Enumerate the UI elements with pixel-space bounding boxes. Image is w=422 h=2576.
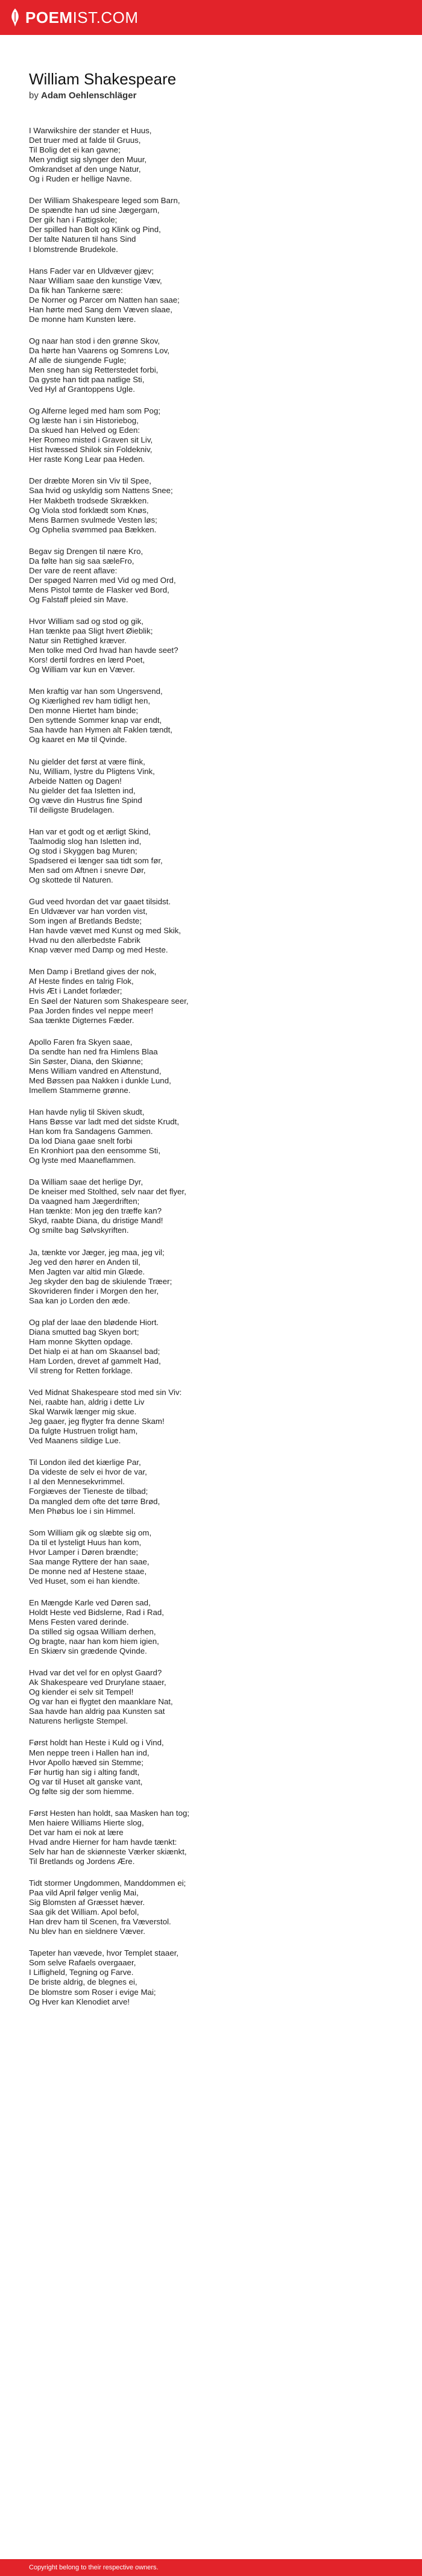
poem-body — [29, 126, 393, 2007]
poem-line: Ja, tænkte vor Jæger, jeg maa, jeg vil; — [29, 1247, 165, 1257]
poem-line: Og Ophelia svømmed paa Bækken. — [29, 524, 157, 534]
poem-line: Jeg ved den hører en Anden til, — [29, 1257, 140, 1267]
poem-line: Saa mange Ryttere der han saae, — [29, 1557, 150, 1566]
poem-line: Her raste Kong Lear paa Heden. — [29, 455, 145, 464]
poem-stanza — [29, 126, 393, 184]
poem-line: Ved Huset, som ei han kiendte. — [29, 1576, 140, 1586]
poem-line: Og Alferne leged med ham som Pog; — [29, 406, 161, 416]
poem-line: Og lyste med Maaneflammen. — [29, 1156, 136, 1165]
poem-line: Da William saae det herlige Dyr, — [29, 1177, 143, 1187]
poem-stanza — [29, 406, 393, 464]
poem-line: Der dræbte Moren sin Viv til Spee, — [29, 476, 151, 486]
poem-line: Men sneg han sig Retterstedet forbi, — [29, 365, 159, 374]
poem-line: Holdt Heste ved Bidslerne, Rad i Rad, — [29, 1607, 164, 1617]
poem-stanza — [29, 827, 393, 885]
poem-line: Natur sin Rettighed kræver. — [29, 636, 127, 646]
poem-stanza — [29, 336, 393, 394]
poem-line: I blomstrende Brudekole. — [29, 244, 118, 254]
poem-line: Han kom fra Sandagens Gammen. — [29, 1127, 153, 1136]
poem-stanza — [29, 617, 393, 675]
poem-line: De kneiser med Stolthed, selv naar det flyer, — [29, 1187, 186, 1197]
poem-line: Og følte sig der som hiemme. — [29, 1786, 134, 1796]
poem-line: Selv har han de skiønneste Værker skiænkt, — [29, 1847, 187, 1856]
poem-title: William Shakespeare — [29, 70, 177, 88]
poem-line: Saa havde han aldrig paa Kunsten sat — [29, 1707, 165, 1716]
poem-line: Mens Pistol tømte de Flasker ved Bord, — [29, 585, 169, 594]
poem-line: Han drev ham til Scenen, fra Væverstol. — [29, 1917, 171, 1927]
site-header — [0, 0, 422, 35]
poem-stanza — [29, 757, 393, 815]
poem-stanza — [29, 1809, 393, 1866]
poem-line: Saa gik det William. Apol befol, — [29, 1907, 139, 1917]
poem-stanza — [29, 967, 393, 1025]
poem-line: Og skottede til Naturen. — [29, 875, 113, 885]
site-logo-text: POEMIST.COM — [25, 8, 139, 27]
byline-prefix: by — [29, 90, 39, 101]
poem-line: Med Bøssen paa Nakken i dunkle Lund, — [29, 1075, 171, 1085]
poem-line: Forgiæves der Tieneste de tilbad; — [29, 1487, 148, 1496]
poem-stanza — [29, 1528, 393, 1586]
poem-line: Ham Lorden, drevet af gammelt Had, — [29, 1356, 161, 1365]
poem-line: Begav sig Drengen til nære Kro, — [29, 546, 143, 556]
poem-line: Den syttende Sommer knap var endt, — [29, 716, 162, 725]
poem-line: Da vaagned ham Jægerdriften; — [29, 1197, 140, 1206]
poem-line: Men Phøbus loe i sin Himmel. — [29, 1506, 136, 1516]
poem-line: Da gyste han tidt paa natlige Sti, — [29, 375, 145, 385]
poem-line: Han hørte med Sang dem Væven slaae, — [29, 304, 172, 314]
poem-content — [0, 35, 422, 2007]
poem-line: Der William Shakespeare leged som Barn, — [29, 196, 180, 206]
poem-line: Og væve din Hustrus fine Spind — [29, 795, 142, 805]
poem-line: Men haiere Williams Hierte slog, — [29, 1818, 144, 1827]
poem-line: Der gik han i Fattigskole; — [29, 215, 118, 225]
poem-line: Der vare de reent aflave: — [29, 565, 118, 575]
poem-line: Men Damp i Bretland gives der nok, — [29, 967, 157, 977]
poem-line: Hvad andre Hierner for ham havde tænkt: — [29, 1837, 177, 1847]
poem-line: Da lod Diana gaae snelt forbi — [29, 1136, 133, 1146]
poem-line: Men kraftig var han som Ungersvend, — [29, 687, 163, 696]
site-footer — [0, 2559, 422, 2576]
poem-line: Imellem Stammerne grønne. — [29, 1085, 131, 1095]
poem-line: Da stilled sig ogsaa William derhen, — [29, 1627, 156, 1637]
poem-line: Omkrandset af den unge Natur, — [29, 165, 141, 174]
poem-stanza — [29, 1388, 393, 1446]
poem-line: De blomstre som Roser i evige Mai; — [29, 1987, 156, 1997]
poem-line: Saa kan jo Lorden den æde. — [29, 1296, 130, 1305]
poem-line: Som ingen af Bretlands Bedste; — [29, 916, 142, 926]
poem-line: En Uldvæver var han vorden vist, — [29, 907, 148, 916]
poem-line: Hvor Lamper i Døren brændte; — [29, 1547, 139, 1557]
poem-line: Da mangled dem ofte det tørre Brød, — [29, 1496, 160, 1506]
poem-line: Og William var kun en Væver. — [29, 665, 135, 675]
poem-line: Og Falstaff pleied sin Mave. — [29, 594, 128, 604]
poem-stanza — [29, 1248, 393, 1306]
poem-line: Skal Warwik længer mig skue. — [29, 1407, 137, 1417]
poem-line: Spadsered ei længer saa tidt som før, — [29, 855, 163, 865]
poem-line: I Lifligheld, Tegning og Farve. — [29, 1968, 134, 1977]
poem-line: Hans Bøsse var ladt med det sidste Krudt, — [29, 1116, 180, 1126]
poem-line: Jeg skyder den bag de skiulende Træer; — [29, 1276, 172, 1286]
site-logo[interactable] — [10, 8, 139, 27]
poem-line: Og Viola stod forklædt som Knøs, — [29, 505, 149, 515]
poem-line: Taalmodig slog han Isletten ind, — [29, 836, 142, 846]
poem-line: Og stod i Skyggen bag Muren; — [29, 846, 137, 855]
poem-byline — [29, 90, 393, 102]
poem-line: Da følte han sig saa sæleFro, — [29, 556, 134, 565]
poem-line: Men sad om Aftnen i snevre Dør, — [29, 866, 146, 875]
poem-line: Han var et godt og et ærligt Skind, — [29, 827, 151, 836]
poem-stanza — [29, 1738, 393, 1796]
poem-line: Som William gik og slæbte sig om, — [29, 1528, 152, 1537]
poem-stanza — [29, 1948, 393, 2006]
poem-line: Skyd, raabte Diana, du dristige Mand! — [29, 1216, 163, 1226]
poem-line: Apollo Faren fra Skyen saae, — [29, 1037, 133, 1047]
poem-line: Tapeter han vævede, hvor Templet staaer, — [29, 1948, 179, 1958]
poem-stanza — [29, 1107, 393, 1165]
poem-line: Først Hesten han holdt, saa Masken han tog; — [29, 1808, 190, 1818]
poem-line: Hvor Apollo hæved sin Stemme; — [29, 1757, 143, 1767]
poem-stanza — [29, 547, 393, 605]
poem-author-link[interactable]: Adam Oehlenschläger — [41, 90, 137, 101]
poem-stanza — [29, 1878, 393, 1936]
poem-line: Ved Midnat Shakespeare stod med sin Viv: — [29, 1388, 182, 1397]
poem-line: Saa hvid og uskyldig som Nattens Snee; — [29, 486, 173, 496]
poem-line: Arbeide Natten og Dagen! — [29, 776, 122, 786]
poem-line: Der spøged Narren med Vid og med Ord, — [29, 575, 176, 585]
poem-line: Og bragte, naar han kom hiem igien, — [29, 1637, 159, 1646]
poem-line: Der spilled han Bolt og Klink og Pind, — [29, 225, 161, 235]
poem-line: Som selve Rafaels overgaaer, — [29, 1958, 136, 1968]
poem-line: Da hørte han Vaarens og Somrens Lov, — [29, 345, 170, 355]
poem-line: Skovrideren finder i Morgen den her, — [29, 1286, 159, 1296]
poem-line: Hvad nu den allerbedste Fabrik — [29, 936, 140, 945]
poem-line: Da videste de selv ei hvor de var, — [29, 1467, 147, 1477]
poem-line: Hist hvæssed Shilok sin Foldekniv, — [29, 445, 153, 455]
poem-line: Først holdt han Heste i Kuld og i Vind, — [29, 1738, 164, 1748]
poem-line: Han tænkte: Mon jeg den træffe kan? — [29, 1206, 162, 1216]
poem-line: En Skiærv sin grædende Qvinde. — [29, 1646, 147, 1656]
footer-copyright: Copyright belong to their respective owners. — [29, 2564, 159, 2571]
poem-line: Og kaaret en Mø til Qvinde. — [29, 735, 127, 745]
poem-line: Da fulgte Hustruen troligt ham, — [29, 1426, 138, 1436]
poem-line: Han havde vævet med Kunst og med Skik, — [29, 926, 181, 936]
poem-stanza — [29, 687, 393, 745]
poem-line: Til Bolig det ei kan gavne; — [29, 145, 121, 155]
poem-line: Og var til Huset alt ganske vant, — [29, 1777, 143, 1786]
poem-line: Paa vild April følger venlig Mai, — [29, 1888, 139, 1898]
poem-line: Han tænkte paa Sligt hvert Øieblik; — [29, 626, 153, 636]
poem-line: Nu blev han en sieldnere Væver. — [29, 1927, 145, 1936]
poem-stanza — [29, 476, 393, 534]
poem-line: Der talte Naturen til hans Sind — [29, 235, 136, 244]
poem-line: Til London iled det kiærlige Par, — [29, 1458, 141, 1467]
poem-line: Og Hver kan Klenodiet arve! — [29, 1997, 130, 2006]
poem-line: De monne ned af Hestene staae, — [29, 1566, 147, 1576]
poem-line: Da sendte han ned fra Himlens Blaa — [29, 1047, 158, 1056]
poem-stanza — [29, 897, 393, 955]
poem-line: Knap væver med Damp og med Heste. — [29, 945, 168, 955]
poem-line: Men yndigt sig slynger den Muur, — [29, 155, 147, 165]
poem-line: Ved Maanens sildige Lue. — [29, 1436, 121, 1446]
poem-line: Mens Barmen svulmede Vesten løs; — [29, 515, 157, 524]
poem-line: Og Kiærlighed rev ham tidligt hen, — [29, 696, 151, 706]
poem-line: Nu gielder det først at være flink, — [29, 757, 145, 766]
poem-line: Før hurtig han sig i alting fandt, — [29, 1767, 140, 1777]
poem-line: Da skued han Helved og Eden: — [29, 426, 140, 435]
poem-line: Men neppe treen i Hallen han ind, — [29, 1748, 150, 1757]
poem-line: Hans Fader var en Uldvæver gjæv; — [29, 266, 154, 276]
poem-line: Den monne Hiertet ham binde; — [29, 706, 139, 716]
poem-line: Naturens herligste Stempel. — [29, 1716, 128, 1726]
poem-stanza — [29, 1038, 393, 1095]
poem-line: Mens William vandred en Aftenstund, — [29, 1066, 162, 1075]
poem-line: Han havde nylig til Skiven skudt, — [29, 1107, 145, 1116]
poem-line: Ham monne Skytten opdage. — [29, 1337, 133, 1346]
poem-line: Vil streng for Retten forklage. — [29, 1366, 133, 1376]
poem-stanza — [29, 1458, 393, 1516]
poem-line: Diana smutted bag Skyen bort; — [29, 1327, 139, 1337]
poem-stanza — [29, 196, 393, 254]
poem-line: Af alle de siungende Fugle; — [29, 355, 127, 365]
poem-line: Hvad var det vel for en oplyst Gaard? — [29, 1668, 162, 1678]
poem-line: En Kronhiort paa den eensomme Sti, — [29, 1146, 161, 1156]
poem-line: Det var ham ei nok at lære — [29, 1827, 124, 1837]
poem-line: Her Romeo misted i Graven sit Liv, — [29, 435, 153, 445]
poem-line: Og kiender ei selv sit Tempel! — [29, 1687, 134, 1697]
poem-stanza — [29, 1668, 393, 1726]
poem-line: Men Jagten var altid min Glæde. — [29, 1267, 145, 1276]
poem-stanza — [29, 1598, 393, 1656]
poem-line: Mens Festen vared derinde. — [29, 1617, 129, 1627]
poem-line: Saa havde han Hymen alt Faklen tændt, — [29, 725, 173, 735]
poem-line: Tidt stormer Ungdommen, Manddommen ei; — [29, 1878, 186, 1888]
poem-line: Ved Hyl af Grantoppens Ugle. — [29, 385, 135, 394]
poem-line: Nu gielder det faa Isletten ind, — [29, 786, 136, 795]
poem-stanza — [29, 266, 393, 324]
poem-line: De spændte han ud sine Jægergarn, — [29, 206, 160, 215]
poem-line: Men tolke med Ord hvad han havde seet? — [29, 646, 178, 655]
poem-line: Naar William saae den kunstige Væv, — [29, 276, 162, 285]
poem-line: Kors! dertil fordres en lærd Poet, — [29, 655, 145, 665]
poem-line: Gud veed hvordan det var gaaet tilsidst. — [29, 897, 171, 907]
poem-line: Og plaf der laae den blødende Hiort. — [29, 1317, 159, 1327]
poem-line: Sig Blomsten af Græsset hæver. — [29, 1898, 145, 1907]
poem-line: Nu, William, lystre du Pligtens Vink, — [29, 766, 155, 776]
poem-line: Her Makbeth trodsede Skrækken. — [29, 496, 149, 505]
poem-line: Og var han ei flygtet den maanklare Nat, — [29, 1697, 173, 1707]
poem-line: Og naar han stod i den grønne Skov, — [29, 336, 160, 345]
poem-line: Og i Ruden er hellige Navne. — [29, 174, 132, 184]
poem-line: Paa Jorden findes vel neppe meer! — [29, 1006, 154, 1015]
poem-stanza — [29, 1318, 393, 1376]
poem-line: Nei, raabte han, aldrig i dette Liv — [29, 1397, 145, 1407]
quill-pen-icon — [10, 8, 20, 27]
poem-line: Og smilte bag Sølvskyriften. — [29, 1226, 129, 1235]
poem-line: Sin Søster, Diana, den Skiønne; — [29, 1056, 143, 1066]
poem-line: Det hialp ei at han om Skaansel bad; — [29, 1346, 160, 1356]
poem-line: Saa tænkte Digternes Fæder. — [29, 1015, 134, 1025]
poem-line: Til Bretlands og Jordens Ære. — [29, 1856, 135, 1866]
poem-line: Og læste han i sin Historiebog, — [29, 416, 139, 426]
poem-line: Hvor William sad og stod og gik, — [29, 616, 143, 626]
poem-line: I Warwikshire der stander et Huus, — [29, 126, 152, 135]
poem-line: De briste aldrig, de blegnes ei, — [29, 1977, 137, 1987]
poem-line: I al den Mennesekvrimmel. — [29, 1477, 125, 1487]
poem-line: Til deiligste Brudelagen. — [29, 805, 115, 814]
poem-line: De Norner og Parcer om Natten han saae; — [29, 295, 180, 304]
poem-line: En Søel der Naturen som Shakespeare seer, — [29, 996, 189, 1006]
poem-line: Det truer med at falde til Gruus, — [29, 136, 141, 145]
poem-line: Ak Shakespeare ved Drurylane staaer, — [29, 1678, 166, 1687]
poem-line: Da til et lysteligt Huus han kom, — [29, 1537, 142, 1547]
poem-stanza — [29, 1177, 393, 1235]
poem-line: Da fik han Tankerne sære: — [29, 285, 123, 295]
poem-line: Jeg gaaer, jeg flygter fra denne Skam! — [29, 1417, 165, 1426]
poem-line: Hvis Æt i Landet forlæder; — [29, 986, 122, 996]
poem-line: En Mængde Karle ved Døren sad, — [29, 1598, 151, 1607]
poem-line: De monne ham Kunsten lære. — [29, 314, 136, 324]
poem-line: Af Heste findes en talrig Flok, — [29, 977, 134, 986]
